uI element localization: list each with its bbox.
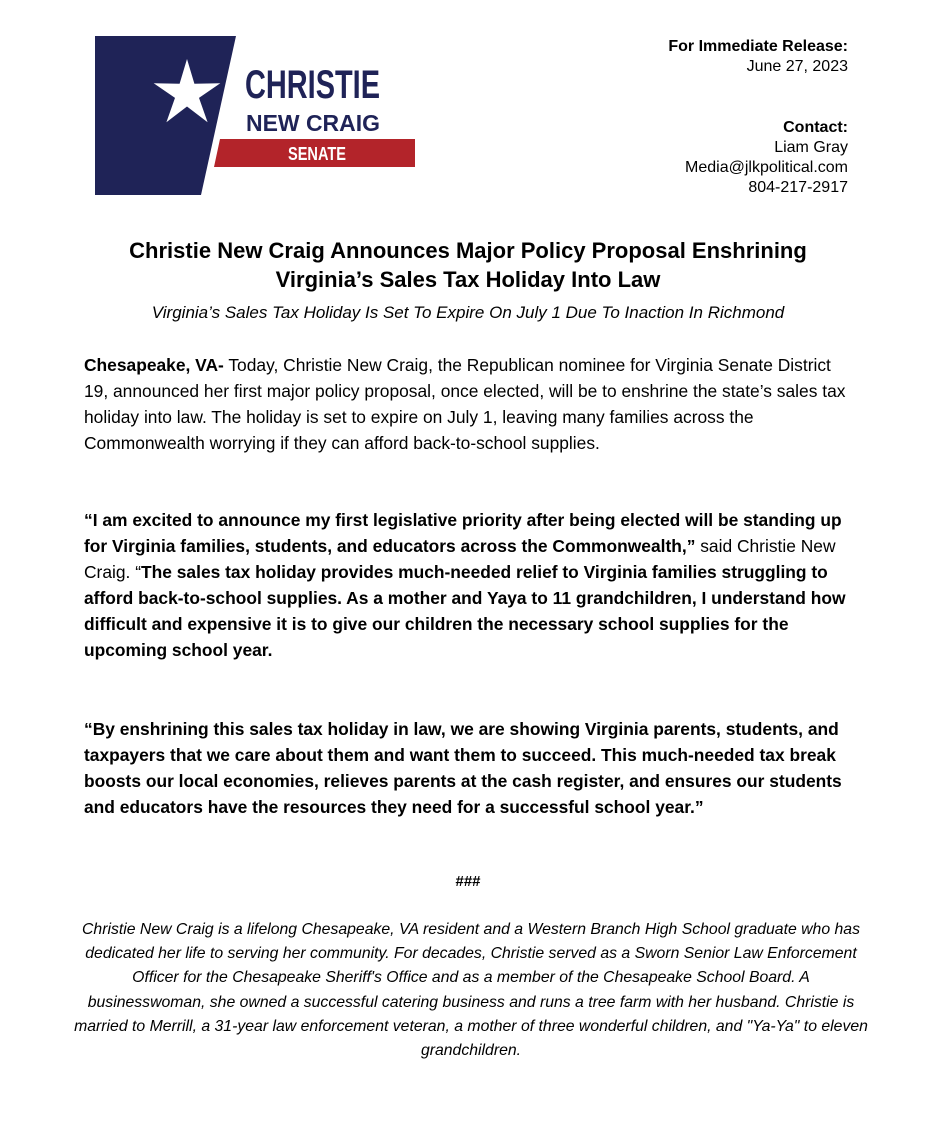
dateline: Chesapeake, VA- — [84, 355, 224, 375]
body-paragraph-1 — [84, 352, 852, 456]
release-label: For Immediate Release: — [668, 38, 848, 55]
logo-name-line2: NEW CRAIG — [246, 110, 380, 136]
logo-navy-panel — [95, 36, 236, 195]
paragraph-1-text: Today, Christie New Craig, the Republican nominee for Virginia Senate District 19, announced her first major policy proposal, once elected, will be to enshrine the state’s sales tax holiday into law. The holiday is set to expire on July 1, leaving many families across the Commonwealth worrying if they can afford back-to-school supplies. — [84, 355, 846, 453]
logo-graphic — [95, 36, 417, 195]
contact-phone: 804-217-2917 — [748, 179, 848, 196]
logo-name-line1: CHRISTIE — [245, 63, 380, 107]
campaign-logo — [95, 36, 417, 195]
press-release-subheadline: Virginia’s Sales Tax Holiday Is Set To Expire On July 1 Due To Inaction In Richmond — [151, 303, 785, 322]
quote-part-1: “I am excited to announce my first legislative priority after being elected will be standing up for Virginia families, students, and educators across the Commonwealth,” — [84, 510, 842, 556]
contact-block — [668, 118, 848, 198]
end-separator: ### — [455, 873, 481, 890]
attribution: said Christie New Craig. “ — [84, 536, 836, 582]
body-paragraph-2 — [84, 507, 852, 663]
logo-senate-label: SENATE — [288, 144, 346, 164]
headline-line1: Christie New Craig Announces Major Policy Proposal Enshrining — [129, 238, 807, 263]
press-release-headline — [60, 236, 876, 294]
release-date: June 27, 2023 — [746, 58, 848, 75]
headline-line2: Virginia’s Sales Tax Holiday Into Law — [275, 267, 661, 292]
contact-label: Contact: — [783, 119, 848, 136]
contact-name: Liam Gray — [774, 139, 848, 156]
quote-part-2: The sales tax holiday provides much-needed relief to Virginia families struggling to afford back-to-school supplies. As a mother and Yaya to 11 grandchildren, I understand how difficult and expensive it is to give our children the necessary school supplies for the upcoming school year. — [84, 562, 846, 660]
body-paragraph-3: “By enshrining this sales tax holiday in law, we are showing Virginia parents, students, and taxpayers that we care about them and want them to succeed. This much-needed tax break boosts our local economies, relieves parents at the cash register, and ensures our students and educators have the resources they need for a successful school year.” — [84, 719, 842, 817]
release-info — [668, 37, 848, 198]
contact-email: Media@jlkpolitical.com — [685, 159, 848, 176]
candidate-bio: Christie New Craig is a lifelong Chesapeake, VA resident and a Western Branch High School graduate who has dedicated her life to serving her community. For decades, Christie served as a Sworn Senior Law Enforcement Officer for the Chesapeake Sheriff's Office and as a member of the Chesapeake School Board. A businesswoman, she owned a successful catering business and runs a tree farm with her husband. Christie is married to Merrill, a 31-year law enforcement veteran, a mother of three wonderful children, and "Ya-Ya" to eleven grandchildren. — [74, 921, 868, 1060]
